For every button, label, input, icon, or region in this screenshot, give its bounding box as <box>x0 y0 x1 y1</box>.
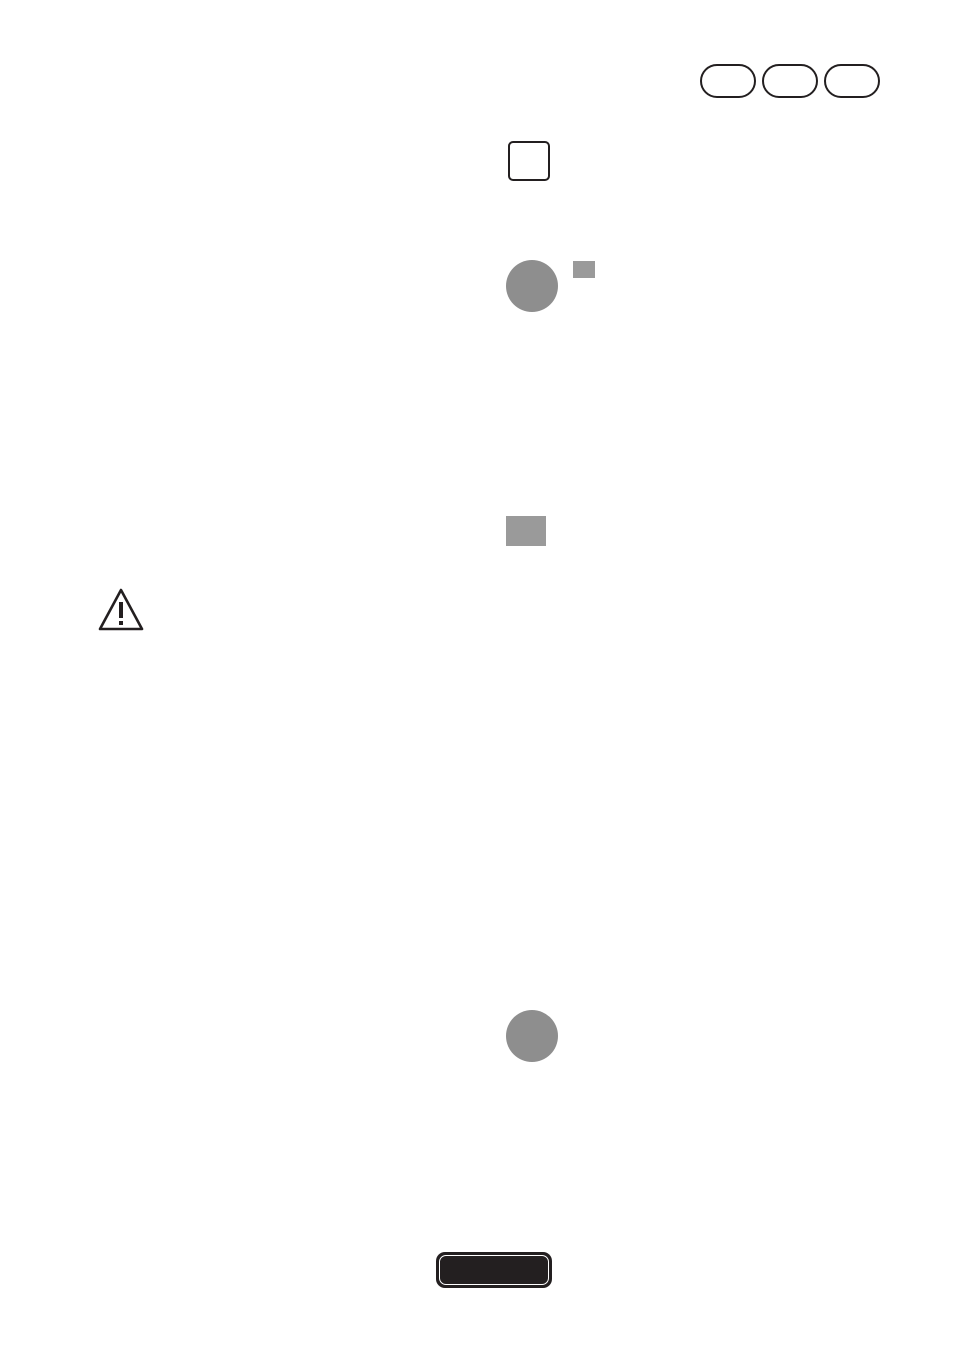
info-icon <box>508 141 550 181</box>
safety-bullet-handles <box>96 158 486 308</box>
country-badges <box>700 64 880 98</box>
notice-icon <box>506 1010 558 1062</box>
florabest-logo <box>436 1252 552 1288</box>
notice-icon <box>506 260 558 312</box>
figure-b-badge <box>506 516 546 546</box>
figure-a-ref <box>573 261 595 278</box>
notice-text-switching <box>570 259 900 284</box>
logo-border <box>439 1255 549 1285</box>
badge-de <box>700 64 756 98</box>
notice-line-with-figure <box>570 259 900 284</box>
warning-triangle-icon <box>97 587 145 633</box>
badge-at <box>762 64 818 98</box>
badge-ch <box>824 64 880 98</box>
safety-bullet-clothing <box>96 308 486 508</box>
